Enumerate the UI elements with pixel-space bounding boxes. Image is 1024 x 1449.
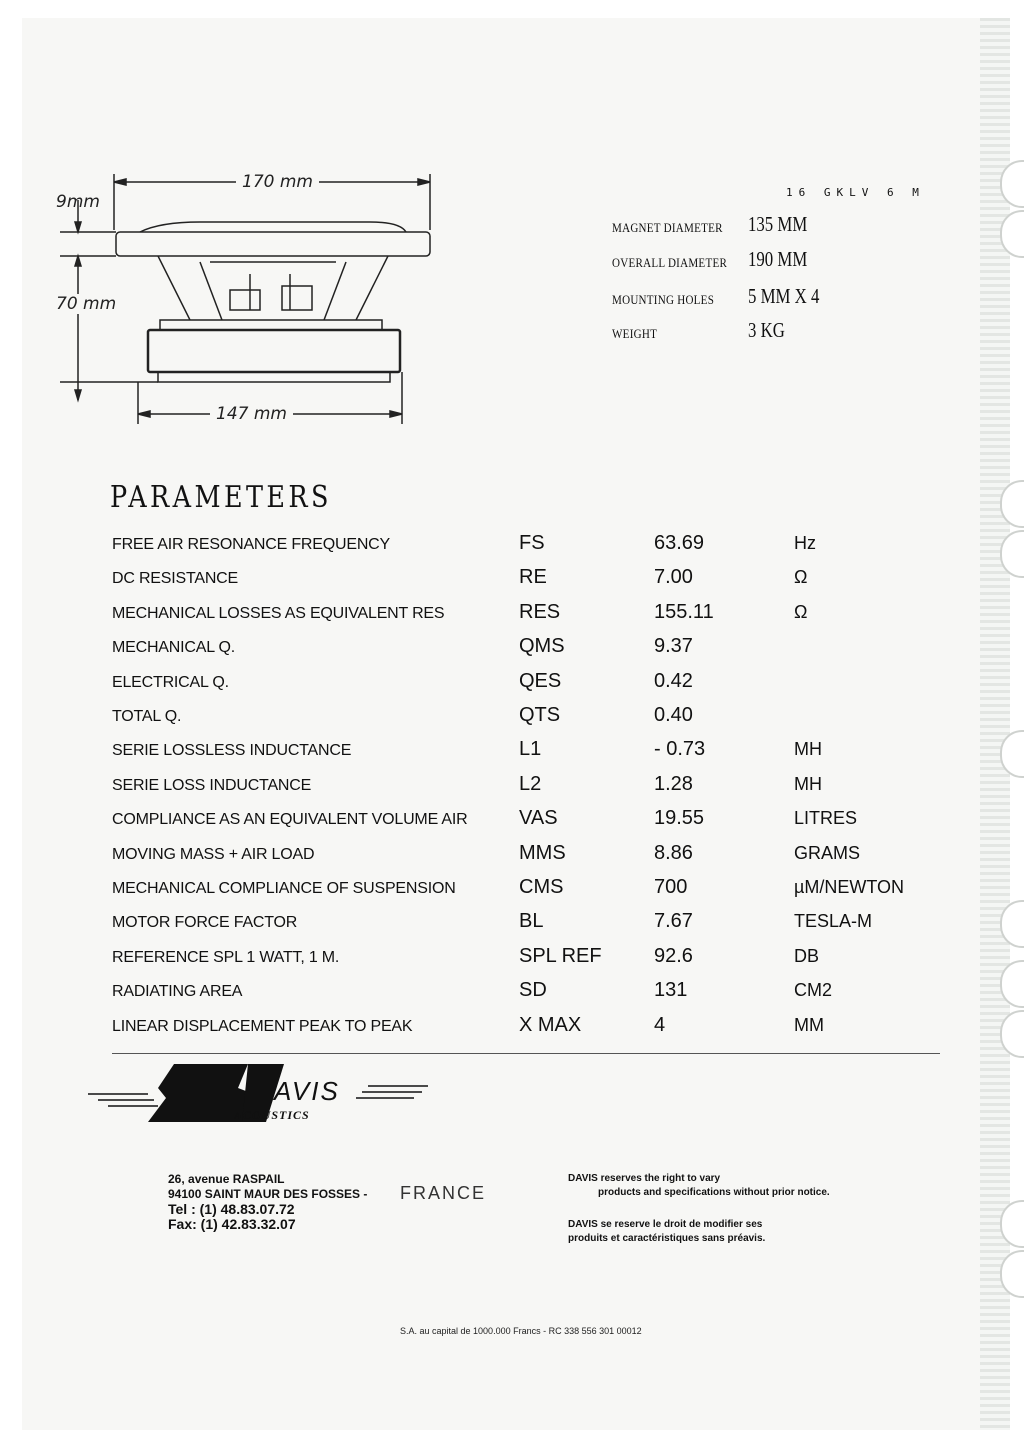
dimension-height-label: 70 mm: [56, 294, 117, 314]
parameter-symbol: BL: [519, 910, 544, 933]
dimension-bottom-label: 147 mm: [210, 404, 293, 424]
parameters-heading: PARAMETERS: [110, 480, 332, 515]
parameter-unit: Ω: [794, 567, 808, 588]
parameter-row: [112, 633, 912, 667]
parameter-value: 8.86: [654, 841, 693, 864]
parameter-unit: MH: [794, 773, 822, 794]
parameter-row: [112, 564, 912, 598]
parameter-row: [112, 736, 912, 770]
notice-line: DAVIS reserves the right to vary: [568, 1173, 721, 1184]
parameter-name: MECHANICAL COMPLIANCE OF SUSPENSION: [112, 880, 456, 897]
spec-row: [612, 318, 912, 352]
parameter-symbol: FS: [519, 532, 545, 554]
parameter-value: 63.69: [654, 532, 705, 554]
parameter-unit: Ω: [794, 601, 808, 622]
parameter-unit: TESLA-M: [794, 911, 873, 932]
parameter-value: 9.37: [654, 635, 693, 658]
parameter-name: COMPLIANCE AS AN EQUIVALENT VOLUME AIR: [112, 811, 468, 829]
parameter-name: RADIATING AREA: [112, 983, 243, 1001]
parameter-row: [112, 943, 912, 977]
parameter-row: [112, 771, 912, 805]
address-line: 94100 SAINT MAUR DES FOSSES -: [168, 1187, 368, 1201]
spec-value: 190 MM: [748, 247, 808, 271]
company-address: [168, 1172, 367, 1232]
parameter-value: 19.55: [654, 807, 705, 830]
parameter-value: 700: [654, 876, 688, 898]
spec-value: 135 MM: [748, 212, 808, 236]
parameter-row: [112, 530, 912, 564]
country: FRANCE: [400, 1183, 487, 1203]
parameter-symbol: L1: [519, 738, 542, 761]
logo-subtitle: ACOUSTICS: [234, 1108, 310, 1122]
parameter-symbol: CMS: [519, 876, 564, 898]
dimension-flange-label: 9mm: [56, 192, 100, 212]
dimension-top-label: 170 mm: [236, 172, 319, 192]
notice-line: DAVIS se reserve le droit de modifier ses: [568, 1219, 763, 1230]
spec-row: [612, 212, 912, 246]
parameter-symbol: QMS: [519, 635, 565, 658]
parameter-row: [112, 874, 912, 908]
parameter-value: 4: [654, 1013, 666, 1036]
davis-acoustics-logo: [88, 1058, 438, 1128]
parameter-symbol: MMS: [519, 841, 566, 864]
parameter-name: MOVING MASS + AIR LOAD: [112, 845, 315, 863]
parameter-row: [112, 668, 912, 702]
parameter-value: 92.6: [654, 944, 693, 967]
parameter-name: MOTOR FORCE FACTOR: [112, 914, 298, 932]
parameter-value: 0.42: [654, 669, 693, 692]
parameter-value: 0.40: [654, 704, 693, 726]
spec-label: MOUNTING HOLES: [612, 292, 715, 307]
parameter-row: [112, 840, 912, 874]
spec-row: [612, 284, 912, 318]
fax-number: Fax: (1) 42.83.32.07: [168, 1216, 296, 1232]
parameter-unit: DB: [794, 945, 820, 966]
parameter-name: DC RESISTANCE: [112, 570, 239, 588]
parameter-name: MECHANICAL LOSSES AS EQUIVALENT RES: [112, 604, 445, 622]
parameter-row: [112, 1012, 912, 1046]
spec-label: OVERALL DIAMETER: [612, 255, 728, 270]
parameter-symbol: SPL REF: [519, 944, 602, 967]
spec-row: [612, 247, 912, 281]
parameter-symbol: QES: [519, 669, 562, 692]
parameter-unit: CM2: [794, 980, 833, 1001]
parameter-value: 1.28: [654, 772, 693, 795]
model-code: 16 GKLV 6 M: [786, 186, 925, 199]
parameter-symbol: RES: [519, 600, 561, 623]
parameter-name: MECHANICAL Q.: [112, 639, 236, 657]
parameter-name: SERIE LOSSLESS INDUCTANCE: [112, 742, 352, 760]
parameter-name: ELECTRICAL Q.: [112, 673, 229, 691]
parameter-symbol: X MAX: [519, 1013, 582, 1036]
parameter-unit: MH: [794, 739, 822, 760]
parameter-unit: Hz: [794, 533, 816, 553]
parameter-unit: LITRES: [794, 808, 858, 829]
parameter-value: - 0.73: [654, 738, 706, 761]
notice-line: produits et caractéristiques sans préavis.: [568, 1233, 766, 1244]
parameter-value: 7.00: [654, 566, 693, 589]
rights-notice: [568, 1172, 830, 1246]
legal-footer: S.A. au capital de 1000.000 Francs - RC 338 556 301 00012: [400, 1326, 642, 1336]
spec-label: WEIGHT: [612, 326, 658, 341]
parameter-row: [112, 805, 912, 839]
parameter-unit: MM: [794, 1014, 824, 1035]
parameter-name: TOTAL Q.: [112, 708, 182, 725]
parameter-row: [112, 908, 912, 942]
parameter-name: LINEAR DISPLACEMENT PEAK TO PEAK: [112, 1017, 413, 1035]
parameter-row: [112, 599, 912, 633]
parameter-value: 7.67: [654, 910, 693, 933]
parameter-symbol: RE: [519, 566, 547, 589]
parameter-name: FREE AIR RESONANCE FREQUENCY: [112, 536, 391, 553]
divider: [112, 1053, 940, 1054]
parameter-name: REFERENCE SPL 1 WATT, 1 M.: [112, 948, 340, 966]
parameter-unit: GRAMS: [794, 842, 861, 863]
spec-value: 5 MM X 4: [748, 284, 820, 308]
parameter-symbol: QTS: [519, 704, 561, 726]
parameter-row: [112, 977, 912, 1011]
spec-label: MAGNET DIAMETER: [612, 220, 723, 235]
logo-name-tail: AVIS: [274, 1076, 340, 1106]
parameter-row: [112, 702, 912, 736]
parameter-value: 155.11: [654, 600, 714, 623]
parameter-symbol: VAS: [519, 807, 558, 830]
spec-value: 3 KG: [748, 318, 785, 342]
parameter-name: SERIE LOSS INDUCTANCE: [112, 776, 312, 794]
parameter-value: 131: [654, 979, 688, 1002]
address-line: 26, avenue RASPAIL: [168, 1172, 285, 1186]
logo-wordmark: [274, 1076, 340, 1107]
notice-line: products and specifications without prior notice.: [598, 1187, 830, 1198]
parameter-unit: µM/NEWTON: [794, 877, 905, 897]
parameter-symbol: SD: [519, 979, 547, 1002]
speaker-dimension-drawing: [50, 170, 450, 430]
parameter-symbol: L2: [519, 772, 542, 795]
phone-number: Tel : (1) 48.83.07.72: [168, 1201, 295, 1217]
